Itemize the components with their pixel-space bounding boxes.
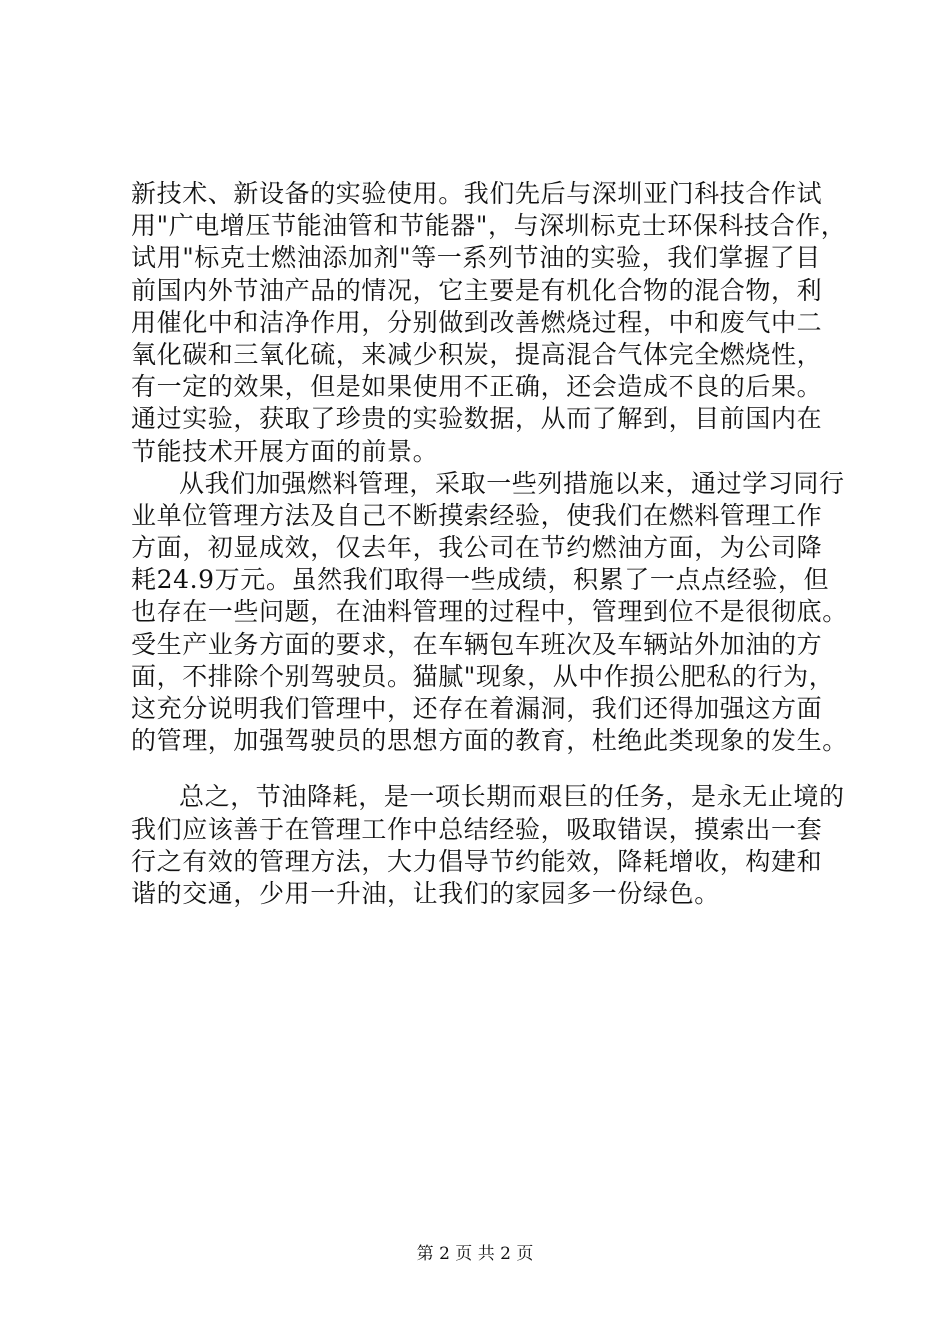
paragraph-2 <box>131 468 848 758</box>
text-line: 节能技术开展方面的前景。 <box>131 436 439 466</box>
page-footer <box>0 1243 950 1265</box>
text-line: 耗24.9万元。虽然我们取得一些成绩，积累了一点点经验，但 <box>131 565 830 595</box>
text-line: 行之有效的管理方法，大力倡导节约能效，降耗增收，构建和 <box>131 846 823 876</box>
text-line: 谐的交通，少用一升油，让我们的家园多一份绿色。 <box>131 878 720 908</box>
text-line: 从我们加强燃料管理，采取一些列措施以来，通过学习同行 <box>179 468 845 498</box>
document-body <box>131 178 848 910</box>
page-number: 第 2 页 共 2 页 <box>416 1244 534 1264</box>
text-line: 面，不排除个别驾驶员。猫腻"现象，从中作损公肥私的行为， <box>131 661 835 691</box>
text-line: 用催化中和洁净作用，分别做到改善燃烧过程，中和废气中二 <box>131 307 823 337</box>
text-line: 的管理，加强驾驶员的思想方面的教育，杜绝此类现象的发生。 <box>131 726 848 756</box>
text-line: 有一定的效果，但是如果使用不正确，还会造成不良的后果。 <box>131 372 823 402</box>
text-line: 业单位管理方法及自己不断摸索经验，使我们在燃料管理工作 <box>131 500 823 530</box>
text-line: 新技术、新设备的实验使用。我们先后与深圳亚门科技合作试 <box>131 179 823 208</box>
text-line: 总之，节油降耗，是一项长期而艰巨的任务，是永无止境的 <box>179 782 845 812</box>
paragraph-3 <box>131 781 845 910</box>
text-line: 用"广电增压节能油管和节能器"，与深圳标克士环保科技合作， <box>131 211 847 241</box>
paragraph-1 <box>131 178 847 468</box>
text-line: 试用"标克士燃油添加剂"等一系列节油的实验，我们掌握了目 <box>131 243 821 273</box>
text-line: 前国内外节油产品的情况，它主要是有机化合物的混合物，利 <box>131 275 823 305</box>
text-line: 氧化碳和三氧化硫，来减少积炭，提高混合气体完全燃烧性， <box>131 339 823 369</box>
text-line: 受生产业务方面的要求，在车辆包车班次及车辆站外加油的方 <box>131 629 823 659</box>
paragraph-spacer <box>131 757 831 781</box>
text-line: 方面，初显成效，仅去年，我公司在节约燃油方面，为公司降 <box>131 533 823 563</box>
text-line: 我们应该善于在管理工作中总结经验，吸取错误，摸索出一套 <box>131 814 823 844</box>
text-line: 也存在一些问题，在油料管理的过程中，管理到位不是很彻底。 <box>131 597 848 627</box>
text-line: 这充分说明我们管理中，还存在着漏洞，我们还得加强这方面 <box>131 694 823 723</box>
text-line: 通过实验，获取了珍贵的实验数据，从而了解到，目前国内在 <box>131 404 823 434</box>
